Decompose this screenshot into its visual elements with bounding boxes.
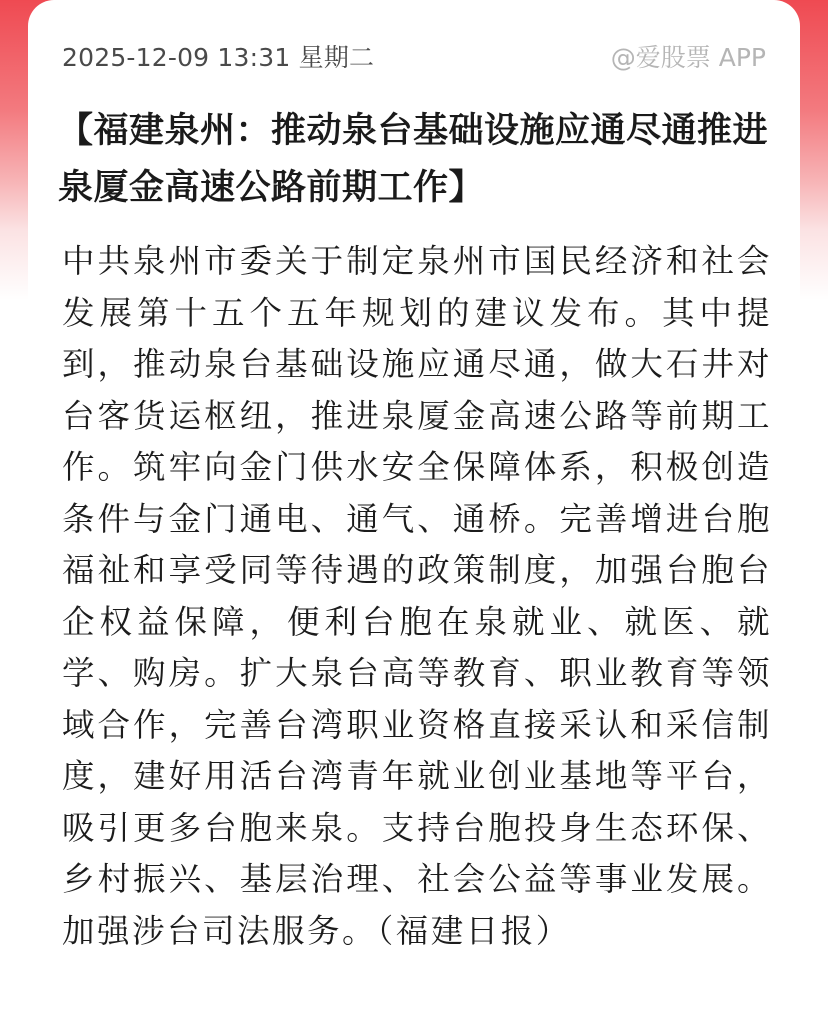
news-body: 中共泉州市委关于制定泉州市国民经济和社会发展第十五个五年规划的建议发布。其中提到，推动泉台基础设施应通尽通，做大石井对台客货运枢纽，推进泉厦金高速公路等前期工作。筑牢向金门供水安全保障体系，积极创造条件与金门通电、通气、通桥。完善增进台胞福祉和享受同等待遇的政策制度，加强台胞台企权益保障，便利台胞在泉就业、就医、就学、购房。扩大泉台高等教育、职业教育等领域合作，完善台湾职业资格直接采认和采信制度，建好用活台湾青年就业创业基地等平台，吸引更多台胞来泉。支持台胞投身生态环保、乡村振兴、基层治理、社会公益等事业发展。加强涉台司法服务。（福建日报）	[62, 242, 772, 950]
news-headline: 【福建泉州：推动泉台基础设施应通尽通推进泉厦金高速公路前期工作】	[58, 111, 769, 208]
post-datetime: 2025-12-09 13:31 星期二	[62, 43, 375, 72]
source-link[interactable]: @爱股票 APP	[610, 43, 766, 72]
post-meta	[62, 34, 766, 74]
news-card	[28, 0, 800, 1026]
